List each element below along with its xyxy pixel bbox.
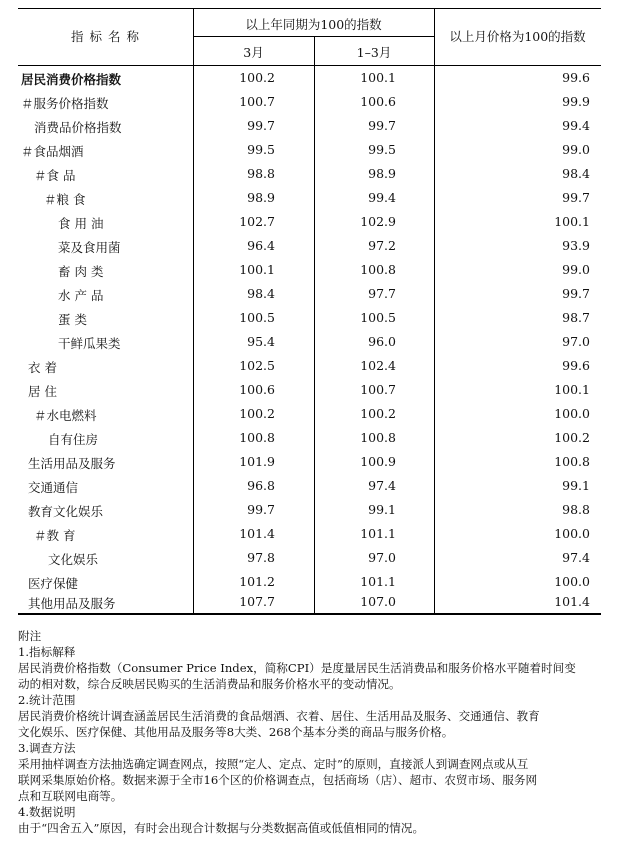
value-ytd: 99.7 xyxy=(368,118,396,133)
value-mom: 97.4 xyxy=(562,550,590,565)
value-mom: 100.1 xyxy=(554,214,590,229)
row-label: 其他用品及服务 xyxy=(28,596,116,611)
value-ytd: 100.8 xyxy=(360,262,396,277)
note-section-title: 1.指标解释 xyxy=(18,645,76,659)
row-label: ＃服务价格指数 xyxy=(21,96,109,111)
row-label: ＃食品烟酒 xyxy=(21,144,84,159)
value-yoy: 100.2 xyxy=(239,70,275,85)
row-label: 畜 肉 类 xyxy=(58,264,104,279)
value-yoy: 98.8 xyxy=(247,166,275,181)
value-mom: 99.7 xyxy=(562,286,590,301)
header-month: 3月 xyxy=(243,45,264,60)
header-indicator-name: 指 标 名 称 xyxy=(71,29,140,44)
value-yoy: 99.7 xyxy=(247,118,275,133)
value-yoy: 102.5 xyxy=(239,358,275,373)
value-ytd: 99.5 xyxy=(368,142,396,157)
table-row xyxy=(18,425,601,449)
value-ytd: 100.9 xyxy=(360,454,396,469)
value-mom: 99.6 xyxy=(562,358,590,373)
value-mom: 98.4 xyxy=(562,166,590,181)
value-ytd: 102.9 xyxy=(360,214,396,229)
table-row xyxy=(18,113,601,137)
value-yoy: 98.4 xyxy=(247,286,275,301)
value-yoy: 101.9 xyxy=(239,454,275,469)
value-mom: 99.7 xyxy=(562,190,590,205)
value-yoy: 101.2 xyxy=(239,574,275,589)
row-label: 教育文化娱乐 xyxy=(28,504,104,519)
value-yoy: 95.4 xyxy=(247,334,275,349)
value-ytd: 100.2 xyxy=(360,406,396,421)
note-section-title: 3.调查方法 xyxy=(18,741,76,755)
table-row xyxy=(18,377,601,401)
value-yoy: 100.2 xyxy=(239,406,275,421)
header-ytd: 1–3月 xyxy=(356,45,392,60)
value-mom: 99.0 xyxy=(562,262,590,277)
table-row xyxy=(18,329,601,353)
table-row xyxy=(18,185,601,209)
value-mom: 98.8 xyxy=(562,502,590,517)
value-ytd: 101.1 xyxy=(360,526,396,541)
value-yoy: 98.9 xyxy=(247,190,275,205)
table-row xyxy=(18,65,601,89)
value-mom: 100.1 xyxy=(554,382,590,397)
value-mom: 101.4 xyxy=(554,594,590,609)
value-ytd: 101.1 xyxy=(360,574,396,589)
row-label: 居民消费价格指数 xyxy=(21,72,122,87)
table-row xyxy=(18,353,601,377)
value-mom: 100.8 xyxy=(554,454,590,469)
header-mom: 以上月价格为100的指数 xyxy=(449,29,586,44)
row-label: 菜及食用菌 xyxy=(58,240,121,255)
note-text: 文化娱乐、医疗保健、其他用品及服务等8大类、268个基本分类的商品与服务价格。 xyxy=(18,725,454,739)
row-label: 干鲜瓜果类 xyxy=(58,336,121,351)
value-yoy: 102.7 xyxy=(239,214,275,229)
value-yoy: 96.8 xyxy=(247,478,275,493)
footnotes xyxy=(18,628,603,836)
note-text: 动的相对数，综合反映居民购买的生活消费品和服务价格水平的变动情况。 xyxy=(18,677,401,691)
value-ytd: 100.6 xyxy=(360,94,396,109)
value-ytd: 99.1 xyxy=(368,502,396,517)
table-row xyxy=(18,209,601,233)
note-section-title: 4.数据说明 xyxy=(18,805,76,819)
row-label: 自有住房 xyxy=(48,432,99,447)
notes-title: 附注 xyxy=(18,629,42,643)
value-mom: 99.4 xyxy=(562,118,590,133)
table-row xyxy=(18,449,601,473)
table-row xyxy=(18,257,601,281)
row-label: 文化娱乐 xyxy=(48,552,99,567)
table-row xyxy=(18,89,601,113)
value-yoy: 100.5 xyxy=(239,310,275,325)
value-mom: 100.2 xyxy=(554,430,590,445)
table-row xyxy=(18,521,601,545)
row-label: ＃粮 食 xyxy=(44,192,86,207)
row-label: 衣 着 xyxy=(28,360,57,375)
value-mom: 99.1 xyxy=(562,478,590,493)
value-ytd: 96.0 xyxy=(368,334,396,349)
value-yoy: 107.7 xyxy=(239,594,275,609)
note-text: 居民消费价格统计调查涵盖居民生活消费的食品烟酒、衣着、居住、生活用品及服务、交通通信、教育 xyxy=(18,709,540,723)
note-text: 居民消费价格指数（Consumer Price Index，简称CPI）是度量居民生活消费品和服务价格水平随着时间变 xyxy=(18,661,576,675)
value-ytd: 99.4 xyxy=(368,190,396,205)
value-yoy: 96.4 xyxy=(247,238,275,253)
value-ytd: 100.5 xyxy=(360,310,396,325)
row-label: ＃食 品 xyxy=(34,168,76,183)
divider xyxy=(193,36,434,37)
row-label: ＃教 育 xyxy=(34,528,76,543)
table-row xyxy=(18,161,601,185)
value-ytd: 107.0 xyxy=(360,594,396,609)
row-label: 水 产 品 xyxy=(58,288,104,303)
row-label: 蛋 类 xyxy=(58,312,87,327)
value-ytd: 98.9 xyxy=(368,166,396,181)
value-mom: 97.0 xyxy=(562,334,590,349)
value-yoy: 101.4 xyxy=(239,526,275,541)
row-label: 食 用 油 xyxy=(58,216,104,231)
value-ytd: 102.4 xyxy=(360,358,396,373)
value-ytd: 97.2 xyxy=(368,238,396,253)
row-label: 医疗保健 xyxy=(28,576,79,591)
value-mom: 93.9 xyxy=(562,238,590,253)
row-label: 生活用品及服务 xyxy=(28,456,116,471)
header-yoy-group: 以上年同期为100的指数 xyxy=(245,17,382,32)
value-yoy: 100.8 xyxy=(239,430,275,445)
row-label: ＃水电燃料 xyxy=(34,408,97,423)
value-ytd: 97.7 xyxy=(368,286,396,301)
table-row xyxy=(18,305,601,329)
value-ytd: 97.4 xyxy=(368,478,396,493)
value-mom: 99.9 xyxy=(562,94,590,109)
note-text: 由于“四舍五入”原因，有时会出现合计数据与分类数据高值或低值相同的情况。 xyxy=(18,821,425,835)
value-ytd: 97.0 xyxy=(368,550,396,565)
table-row xyxy=(18,589,601,613)
table-row xyxy=(18,401,601,425)
table-row xyxy=(18,473,601,497)
value-mom: 100.0 xyxy=(554,574,590,589)
value-mom: 99.6 xyxy=(562,70,590,85)
value-yoy: 99.5 xyxy=(247,142,275,157)
value-ytd: 100.7 xyxy=(360,382,396,397)
note-text: 联网采集原始价格。数据来源于全市16个区的价格调查点，包括商场（店）、超市、农贸市场、服务网 xyxy=(18,773,538,787)
value-mom: 98.7 xyxy=(562,310,590,325)
note-text: 采用抽样调查方法抽选确定调查网点，按照“定人、定点、定时”的原则，直接派人到调查网点或从互 xyxy=(18,757,529,771)
table-row xyxy=(18,137,601,161)
value-yoy: 100.1 xyxy=(239,262,275,277)
note-section-title: 2.统计范围 xyxy=(18,693,76,707)
table-row xyxy=(18,233,601,257)
value-yoy: 100.7 xyxy=(239,94,275,109)
value-yoy: 97.8 xyxy=(247,550,275,565)
table-row xyxy=(18,497,601,521)
value-ytd: 100.8 xyxy=(360,430,396,445)
value-mom: 99.0 xyxy=(562,142,590,157)
table-row xyxy=(18,281,601,305)
row-label: 交通通信 xyxy=(28,480,79,495)
value-mom: 100.0 xyxy=(554,526,590,541)
value-ytd: 100.1 xyxy=(360,70,396,85)
cpi-table xyxy=(18,8,601,615)
value-mom: 100.0 xyxy=(554,406,590,421)
value-yoy: 100.6 xyxy=(239,382,275,397)
table-row xyxy=(18,545,601,569)
row-label: 居 住 xyxy=(28,384,57,399)
value-yoy: 99.7 xyxy=(247,502,275,517)
row-label: 消费品价格指数 xyxy=(34,120,122,135)
note-text: 点和互联网电商等。 xyxy=(18,789,123,803)
